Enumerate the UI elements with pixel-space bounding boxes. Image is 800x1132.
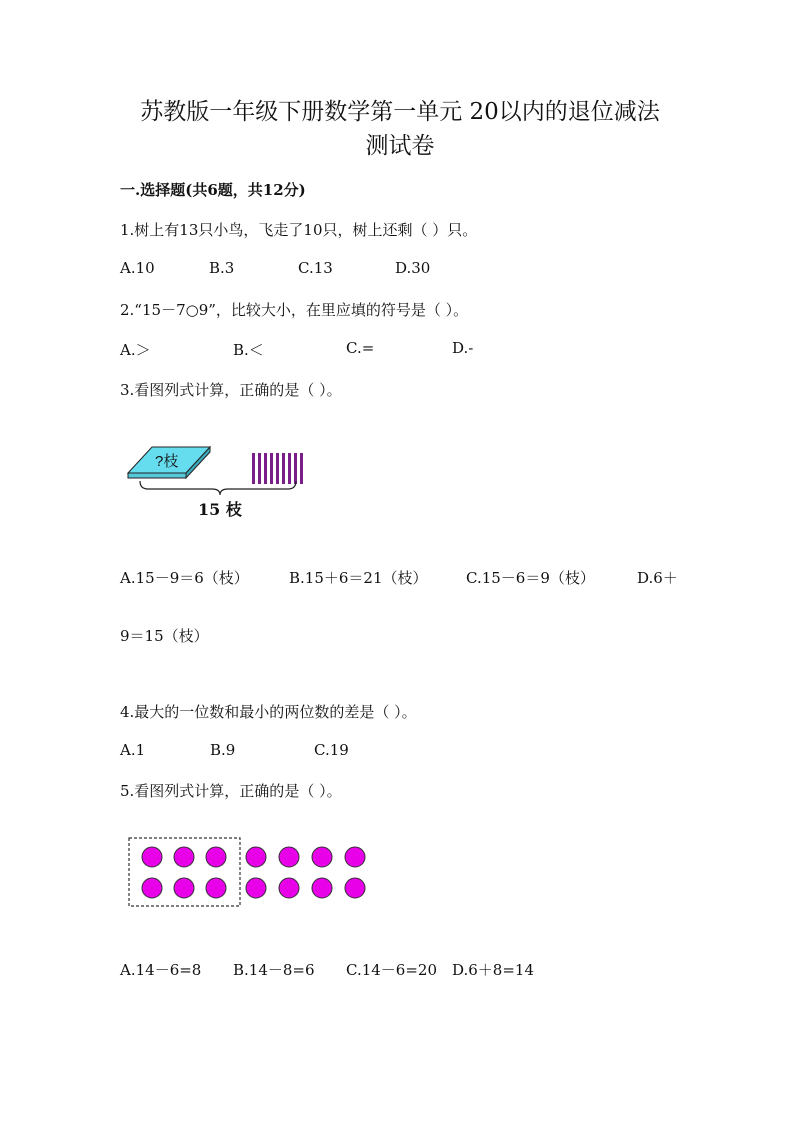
loose-dot — [345, 847, 365, 867]
question-4-stem: 4.最大的一位数和最小的两位数的差是（ ）。 — [120, 703, 417, 721]
q1-option-a: A.10 — [120, 259, 155, 277]
loose-dot — [312, 878, 332, 898]
q3-option-d: D.6＋ — [637, 569, 678, 587]
q3-bracket-label: 15 枝 — [198, 500, 242, 519]
q3-option-d-continued: 9＝15（枝） — [120, 627, 209, 645]
loose-dot — [246, 847, 266, 867]
q1-option-d: D.30 — [395, 259, 431, 277]
stick — [282, 453, 285, 484]
doc-title-line2: 测试卷 — [365, 133, 435, 159]
q3-option-c: C.15－6＝9（枝） — [466, 569, 595, 587]
loose-dot — [279, 847, 299, 867]
stick — [252, 453, 255, 484]
q1-option-c: C.13 — [298, 259, 333, 277]
q4-option-c: C.19 — [314, 741, 349, 759]
q5-option-a: A.14－6=8 — [120, 961, 202, 979]
q5-dots — [142, 847, 365, 898]
q5-option-b: B.14－8=6 — [233, 961, 315, 979]
loose-dot — [345, 878, 365, 898]
q4-option-b: B.9 — [210, 741, 236, 759]
boxed-dot — [174, 878, 194, 898]
boxed-dot — [174, 847, 194, 867]
doc-title-line1: 苏教版一年级下册数学第一单元 20以内的退位减法 — [140, 99, 660, 125]
q2-option-c: C.= — [346, 339, 375, 357]
boxed-dot — [142, 847, 162, 867]
section-heading: 一.选择题(共6题，共12分) — [120, 181, 306, 199]
q5-figure — [125, 835, 375, 910]
stick — [294, 453, 297, 484]
loose-dot — [279, 878, 299, 898]
q4-option-a: A.1 — [120, 741, 146, 759]
boxed-dot — [206, 878, 226, 898]
boxed-dot — [142, 878, 162, 898]
loose-dot — [246, 878, 266, 898]
stick — [288, 453, 291, 484]
q5-option-d: D.6＋8=14 — [452, 961, 535, 979]
q3-option-b: B.15＋6＝21（枝） — [289, 569, 428, 587]
q3-sticks — [252, 453, 303, 484]
loose-dot — [312, 847, 332, 867]
stick — [276, 453, 279, 484]
stick — [264, 453, 267, 484]
q3-book-front — [128, 473, 186, 478]
q3-box-label: ?枝 — [155, 453, 179, 470]
stick — [258, 453, 261, 484]
question-3-stem: 3.看图列式计算，正确的是（ ）。 — [120, 381, 342, 399]
q2-option-d: D.- — [452, 339, 474, 357]
question-2-stem: 2.“15－7○9”，比较大小，在里应填的符号是（ ）。 — [120, 301, 469, 319]
q3-figure — [120, 435, 320, 525]
stick — [300, 453, 303, 484]
question-1-stem: 1.树上有13只小鸟，飞走了10只，树上还剩（ ）只。 — [120, 221, 478, 239]
boxed-dot — [206, 847, 226, 867]
q5-option-c: C.14－6=20 — [346, 961, 437, 979]
q2-option-b: B.＜ — [233, 341, 264, 359]
stick — [270, 453, 273, 484]
question-5-stem: 5.看图列式计算，正确的是（ ）。 — [120, 782, 342, 800]
q1-option-b: B.3 — [209, 259, 235, 277]
q3-option-a: A.15－9＝6（枝） — [120, 569, 249, 587]
q2-option-a: A.＞ — [120, 341, 151, 359]
